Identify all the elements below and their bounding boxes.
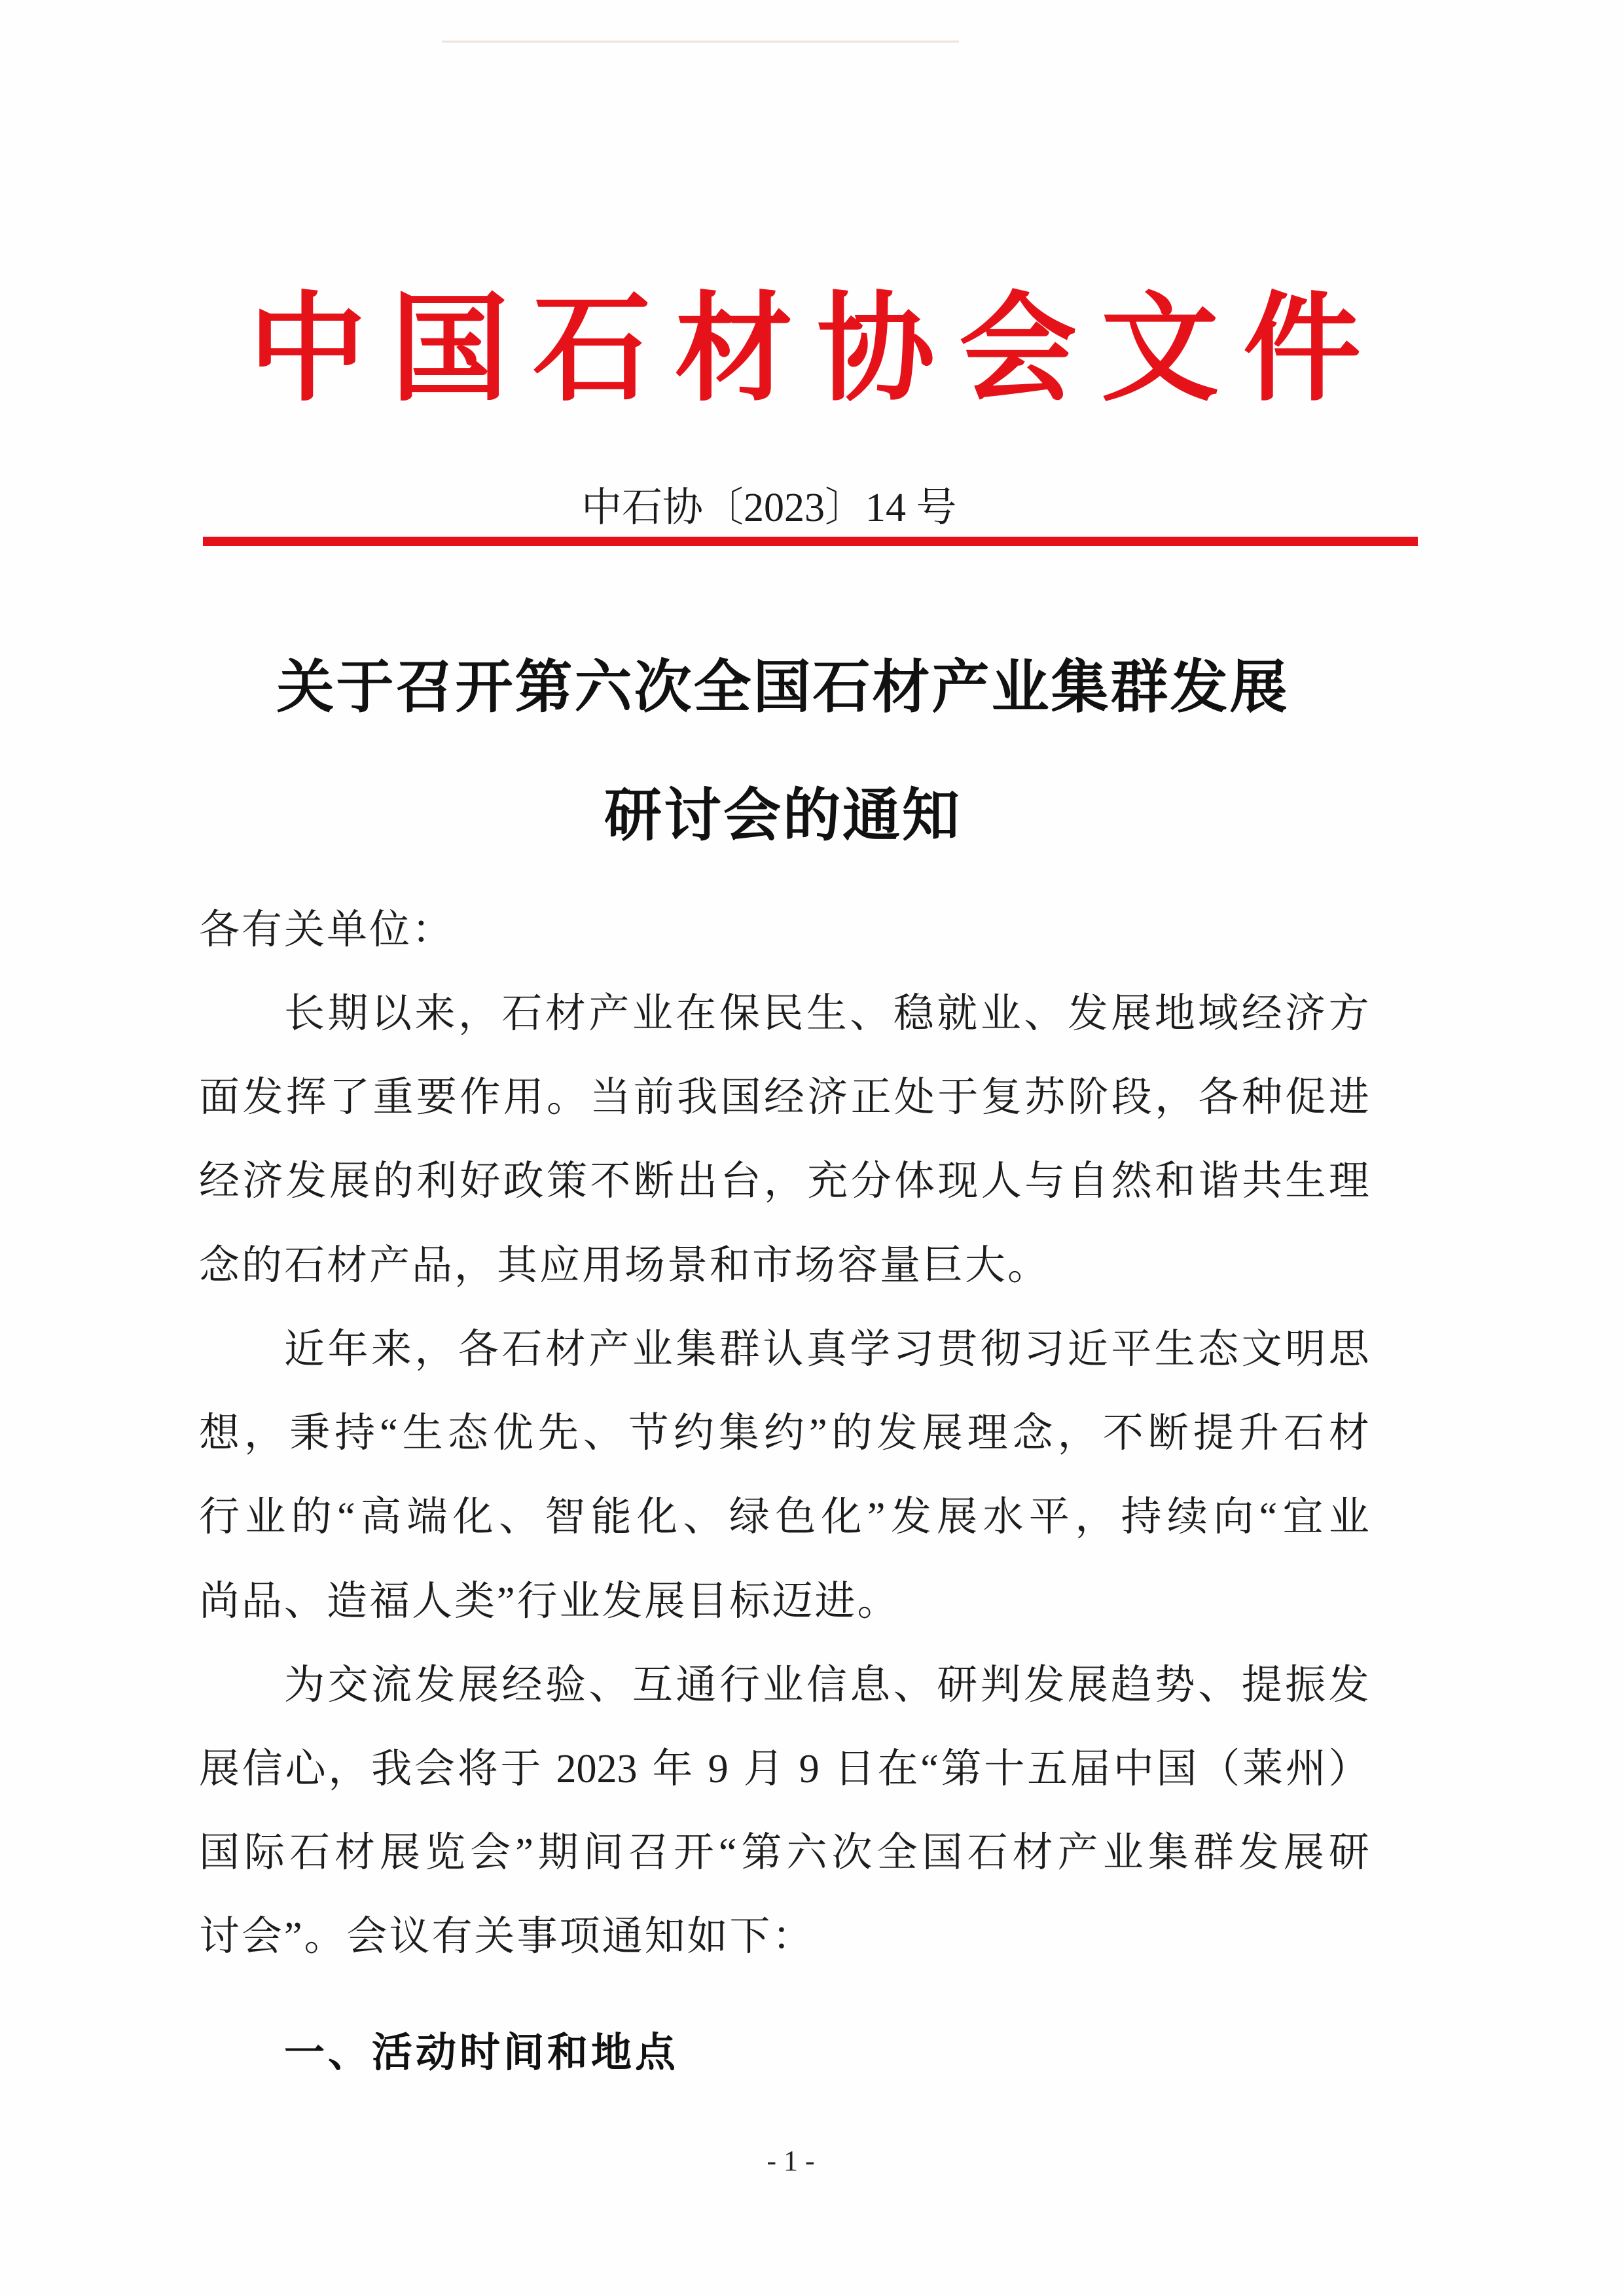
glyph: 际 — [244, 1830, 285, 1875]
glyph: 济 — [807, 1075, 848, 1121]
glyph: 种 — [1242, 1075, 1283, 1121]
glyph: 策 — [547, 1159, 588, 1204]
glyph: 思 — [1328, 1327, 1369, 1372]
glyph: 经 — [501, 1662, 543, 1708]
glyph: 发 — [1238, 1830, 1279, 1875]
glyph: 理 — [967, 1411, 1008, 1456]
glyph: 出 — [677, 1159, 718, 1204]
glyph: 、 — [499, 1495, 540, 1540]
glyph: 势 — [1154, 1662, 1195, 1708]
glyph: 智 — [545, 1495, 586, 1540]
glyph: 群 — [719, 1327, 760, 1372]
glyph: 五 — [1027, 1746, 1068, 1791]
glyph: 9 — [799, 1746, 820, 1791]
glyph: 业 — [980, 992, 1021, 1037]
glyph: ” — [867, 1495, 886, 1540]
glyph: 集 — [1147, 1830, 1189, 1875]
glyph: 发 — [1328, 1662, 1369, 1708]
glyph: 来 — [414, 992, 456, 1037]
glyph: 召 — [628, 1830, 669, 1875]
paragraph — [199, 972, 1369, 1308]
glyph: 国 — [720, 1075, 761, 1121]
salutation: 各有关单位： — [199, 908, 455, 952]
glyph: ， — [1155, 1075, 1196, 1121]
glyph: 用 — [503, 1075, 544, 1121]
glyph: 在 — [676, 992, 717, 1037]
glyph: 当 — [590, 1075, 631, 1121]
glyph: 国 — [1156, 1746, 1197, 1791]
glyph: 展 — [1067, 1662, 1108, 1708]
glyph: 材 — [334, 1830, 376, 1875]
glyph: 石 — [967, 1830, 1008, 1875]
glyph: 展 — [199, 1746, 240, 1791]
glyph: 验 — [545, 1662, 586, 1708]
glyph: 各 — [1198, 1075, 1239, 1121]
glyph: 自 — [1068, 1159, 1109, 1204]
glyph: 绿 — [729, 1495, 770, 1540]
glyph: 2023 — [556, 1746, 638, 1791]
glyph: 心 — [285, 1746, 326, 1791]
glyph: 平 — [1028, 1495, 1070, 1540]
glyph: 石 — [289, 1830, 331, 1875]
glyph: 开 — [673, 1830, 714, 1875]
glyph: 不 — [1102, 1411, 1144, 1456]
glyph: 材 — [545, 1327, 586, 1372]
title-line: 关于召开第六次全国石材产业集群发展 — [276, 656, 1290, 720]
glyph: 济 — [1285, 992, 1326, 1037]
glyph: 、 — [893, 1662, 934, 1708]
glyph: 生 — [806, 992, 847, 1037]
glyph: 十 — [984, 1746, 1025, 1791]
glyph: 能 — [590, 1495, 632, 1540]
text-line — [199, 1391, 1369, 1475]
glyph: 发 — [876, 1411, 918, 1456]
glyph: 持 — [1121, 1495, 1162, 1540]
glyph: 的 — [831, 1411, 873, 1456]
glyph: 材 — [545, 992, 586, 1037]
glyph: 习 — [1024, 1327, 1065, 1372]
glyph: 生 — [402, 1411, 443, 1456]
glyph: 业 — [1328, 1495, 1369, 1540]
glyph: 化 — [637, 1495, 678, 1540]
glyph: 就 — [937, 992, 978, 1037]
glyph: 水 — [983, 1495, 1024, 1540]
glyph: 明 — [1285, 1327, 1326, 1372]
glyph: ） — [1328, 1746, 1369, 1791]
glyph: 于 — [937, 1075, 979, 1121]
glyph: 利 — [416, 1159, 457, 1204]
glyph: 莱 — [1242, 1746, 1284, 1791]
glyph: 来 — [370, 1327, 412, 1372]
glyph: 了 — [329, 1075, 370, 1121]
glyph: 第 — [941, 1746, 982, 1791]
glyph: 升 — [1238, 1411, 1279, 1456]
glyph: 阶 — [1068, 1075, 1109, 1121]
glyph: 趋 — [1111, 1662, 1152, 1708]
glyph: 通 — [676, 1662, 717, 1708]
glyph: 民 — [763, 992, 804, 1037]
glyph: 想 — [199, 1411, 240, 1456]
glyph: 、 — [588, 1662, 630, 1708]
glyph: 节 — [628, 1411, 669, 1456]
glyph: 要 — [416, 1075, 457, 1121]
glyph: 理 — [1328, 1159, 1369, 1204]
title-line: 研讨会的通知 — [604, 785, 962, 848]
glyph: 集 — [676, 1327, 717, 1372]
text-line — [199, 1811, 1369, 1895]
glyph: 作 — [460, 1075, 501, 1121]
glyph: 石 — [501, 992, 543, 1037]
glyph: 展 — [937, 1495, 978, 1540]
glyph: 9 — [708, 1746, 729, 1791]
glyph: 稳 — [893, 992, 934, 1037]
glyph: 态 — [447, 1411, 488, 1456]
glyph: 化 — [452, 1495, 494, 1540]
glyph: 第 — [741, 1830, 782, 1875]
glyph — [786, 1745, 797, 1793]
glyph: 域 — [1198, 992, 1239, 1037]
text-line — [284, 1308, 1369, 1391]
glyph: 习 — [893, 1327, 934, 1372]
glyph — [731, 1745, 741, 1793]
glyph: 中 — [1113, 1746, 1154, 1791]
glyph: 正 — [850, 1075, 892, 1121]
glyph: 色 — [775, 1495, 816, 1540]
glyph: 方 — [1328, 992, 1369, 1037]
glyph: 约 — [763, 1411, 804, 1456]
glyph: 、 — [683, 1495, 724, 1540]
glyph: 苏 — [1024, 1075, 1066, 1121]
glyph: 发 — [1067, 992, 1108, 1037]
glyph: 息 — [850, 1662, 891, 1708]
glyph: 各 — [458, 1327, 499, 1372]
glyph: 段 — [1111, 1075, 1152, 1121]
glyph: 信 — [242, 1746, 283, 1791]
glyph: 处 — [894, 1075, 935, 1121]
glyph: 集 — [718, 1411, 759, 1456]
text-line — [199, 1056, 1369, 1139]
glyph: 在 — [877, 1746, 918, 1791]
text-line — [199, 1727, 1369, 1811]
glyph: 断 — [633, 1159, 674, 1204]
glyph: 以 — [370, 992, 412, 1037]
glyph: 判 — [980, 1662, 1021, 1708]
glyph: ” — [515, 1830, 533, 1875]
glyph: 的 — [291, 1495, 332, 1540]
glyph: 振 — [1285, 1662, 1326, 1708]
glyph: 提 — [1241, 1662, 1282, 1708]
glyph: “ — [920, 1746, 939, 1791]
glyph: 高 — [360, 1495, 401, 1540]
glyph: 展 — [380, 1830, 421, 1875]
glyph: 发 — [1024, 1662, 1065, 1708]
text-line — [284, 972, 1369, 1056]
glyph: 态 — [1198, 1327, 1239, 1372]
glyph: 石 — [501, 1327, 543, 1372]
glyph — [543, 1745, 554, 1793]
glyph: 政 — [503, 1159, 544, 1204]
glyph: 石 — [1283, 1411, 1324, 1456]
glyph: 发 — [285, 1159, 327, 1204]
glyph: 我 — [371, 1746, 412, 1791]
glyph: 发 — [890, 1495, 931, 1540]
glyph: 展 — [458, 1662, 499, 1708]
glyph: 秉 — [289, 1411, 331, 1456]
glyph: 断 — [1147, 1411, 1189, 1456]
glyph: 产 — [1057, 1830, 1098, 1875]
glyph: 。 — [547, 1075, 588, 1121]
glyph: ， — [1057, 1411, 1098, 1456]
glyph: 前 — [633, 1075, 674, 1121]
glyph: 提 — [1193, 1411, 1234, 1456]
glyph: 宜 — [1282, 1495, 1324, 1540]
scan-artifact-line — [442, 41, 959, 43]
document-body — [199, 888, 1369, 2096]
glyph: 六 — [786, 1830, 827, 1875]
glyph: 经 — [199, 1159, 240, 1204]
glyph: 、 — [1198, 1662, 1239, 1708]
glyph: 展 — [1111, 992, 1152, 1037]
glyph: “ — [1259, 1495, 1278, 1540]
glyph: 业 — [763, 1662, 804, 1708]
glyph: 平 — [1111, 1327, 1152, 1372]
glyph: 认 — [763, 1327, 804, 1372]
glyph: 期 — [327, 992, 369, 1037]
glyph: 体 — [894, 1159, 935, 1204]
glyph: 共 — [1242, 1159, 1283, 1204]
glyph: 材 — [1012, 1830, 1053, 1875]
glyph: 产 — [588, 992, 630, 1037]
glyph: 好 — [460, 1159, 501, 1204]
glyph: 谐 — [1198, 1159, 1239, 1204]
text-line — [199, 1140, 1369, 1224]
paragraph — [199, 1308, 1369, 1643]
glyph: 间 — [583, 1830, 624, 1875]
glyph: 端 — [406, 1495, 448, 1540]
glyph: 念 — [1012, 1411, 1053, 1456]
glyph: ， — [1075, 1495, 1116, 1540]
glyph: 的 — [372, 1159, 414, 1204]
glyph: 面 — [199, 1075, 240, 1121]
glyph: 生 — [1154, 1327, 1195, 1372]
glyph: （ — [1199, 1746, 1240, 1791]
glyph: ” — [808, 1411, 827, 1456]
glyph: 展 — [922, 1411, 963, 1456]
glyph: 信 — [806, 1662, 847, 1708]
glyph: 近 — [284, 1327, 325, 1372]
glyph: 优 — [492, 1411, 533, 1456]
glyph: 、 — [850, 992, 891, 1037]
section-heading: 一、活动时间和地点 — [284, 2030, 679, 2076]
glyph: 研 — [937, 1662, 978, 1708]
glyph: 贯 — [937, 1327, 978, 1372]
glyph: 业 — [632, 1327, 673, 1372]
glyph: 行 — [719, 1662, 760, 1708]
glyph: 业 — [245, 1495, 286, 1540]
glyph: 台 — [720, 1159, 761, 1204]
glyph: 经 — [1241, 992, 1282, 1037]
glyph: 地 — [1154, 992, 1195, 1037]
glyph: “ — [718, 1830, 737, 1875]
glyph: 业 — [1102, 1830, 1144, 1875]
glyph: 国 — [922, 1830, 963, 1875]
red-divider — [203, 537, 1418, 546]
glyph — [695, 1745, 706, 1793]
glyph: 经 — [763, 1075, 804, 1121]
glyph: 览 — [425, 1830, 466, 1875]
glyph: 流 — [370, 1662, 412, 1708]
glyph: 展 — [329, 1159, 370, 1204]
glyph: 州 — [1285, 1746, 1326, 1791]
document-number: 中石协〔2023〕14 号 — [581, 486, 957, 530]
glyph: 业 — [632, 992, 673, 1037]
glyph: 促 — [1285, 1075, 1326, 1121]
glyph: 交 — [327, 1662, 369, 1708]
glyph: 学 — [850, 1327, 891, 1372]
glyph: 济 — [242, 1159, 283, 1204]
glyph: 然 — [1111, 1159, 1152, 1204]
red-header-title: 中国石材协会文件 — [249, 279, 1386, 418]
glyph: 向 — [1213, 1495, 1254, 1540]
glyph: 长 — [284, 992, 325, 1037]
glyph: 、 — [1024, 992, 1065, 1037]
glyph: 研 — [1328, 1830, 1369, 1875]
glyph: ， — [328, 1746, 369, 1791]
glyph: 全 — [876, 1830, 918, 1875]
glyph: 续 — [1166, 1495, 1208, 1540]
glyph: 、 — [583, 1411, 624, 1456]
glyph: 进 — [1328, 1075, 1369, 1121]
glyph: 发 — [414, 1662, 456, 1708]
text-line: 尚品、造福人类”行业发展目标迈进。 — [199, 1579, 900, 1624]
glyph: 不 — [590, 1159, 631, 1204]
glyph: 次 — [831, 1830, 873, 1875]
glyph: 展 — [1283, 1830, 1324, 1875]
glyph: 保 — [719, 992, 760, 1037]
glyph: 国 — [199, 1830, 240, 1875]
notice-title — [196, 624, 1369, 881]
glyph: 行 — [199, 1495, 240, 1540]
glyph: 先 — [537, 1411, 579, 1456]
glyph: 年 — [652, 1746, 693, 1791]
glyph: “ — [337, 1495, 355, 1540]
glyph: 近 — [1067, 1327, 1108, 1372]
glyph: 挥 — [285, 1075, 327, 1121]
glyph: 材 — [1328, 1411, 1369, 1456]
glyph: 真 — [806, 1327, 847, 1372]
glyph: 产 — [588, 1327, 630, 1372]
glyph: ， — [763, 1159, 804, 1204]
glyph: 会 — [414, 1746, 455, 1791]
glyph: 与 — [1024, 1159, 1066, 1204]
glyph: ， — [458, 992, 499, 1037]
glyph: 年 — [327, 1327, 369, 1372]
glyph: 互 — [632, 1662, 673, 1708]
glyph: 彻 — [980, 1327, 1021, 1372]
page-number: - 1 - — [767, 2145, 815, 2177]
glyph: “ — [380, 1411, 398, 1456]
glyph: 重 — [372, 1075, 414, 1121]
glyph: 群 — [1193, 1830, 1234, 1875]
glyph: 约 — [673, 1411, 714, 1456]
text-line — [284, 1643, 1369, 1727]
glyph: 生 — [1285, 1159, 1326, 1204]
paragraph — [199, 1643, 1369, 1979]
text-line: 讨会”。会议有关事项通知如下： — [199, 1914, 815, 1960]
glyph: 日 — [834, 1746, 875, 1791]
glyph — [640, 1745, 650, 1793]
glyph: 和 — [1155, 1159, 1196, 1204]
glyph: 现 — [937, 1159, 979, 1204]
glyph: 持 — [334, 1411, 376, 1456]
glyph: 发 — [242, 1075, 283, 1121]
glyph: 充 — [807, 1159, 848, 1204]
glyph: 会 — [470, 1830, 511, 1875]
glyph: 复 — [981, 1075, 1022, 1121]
glyph: 分 — [850, 1159, 892, 1204]
glyph: 人 — [981, 1159, 1022, 1204]
glyph: 将 — [457, 1746, 498, 1791]
glyph: 我 — [677, 1075, 718, 1121]
text-line: 念的石材产品，其应用场景和市场容量巨大。 — [199, 1243, 1051, 1288]
glyph: 文 — [1241, 1327, 1282, 1372]
glyph: 期 — [537, 1830, 579, 1875]
text-line — [199, 1475, 1369, 1559]
glyph: 月 — [743, 1746, 784, 1791]
glyph: ， — [244, 1411, 285, 1456]
glyph: 化 — [821, 1495, 862, 1540]
glyph: 为 — [284, 1662, 325, 1708]
glyph: ， — [414, 1327, 456, 1372]
glyph: 届 — [1070, 1746, 1111, 1791]
glyph — [821, 1745, 832, 1793]
glyph: 于 — [500, 1746, 541, 1791]
